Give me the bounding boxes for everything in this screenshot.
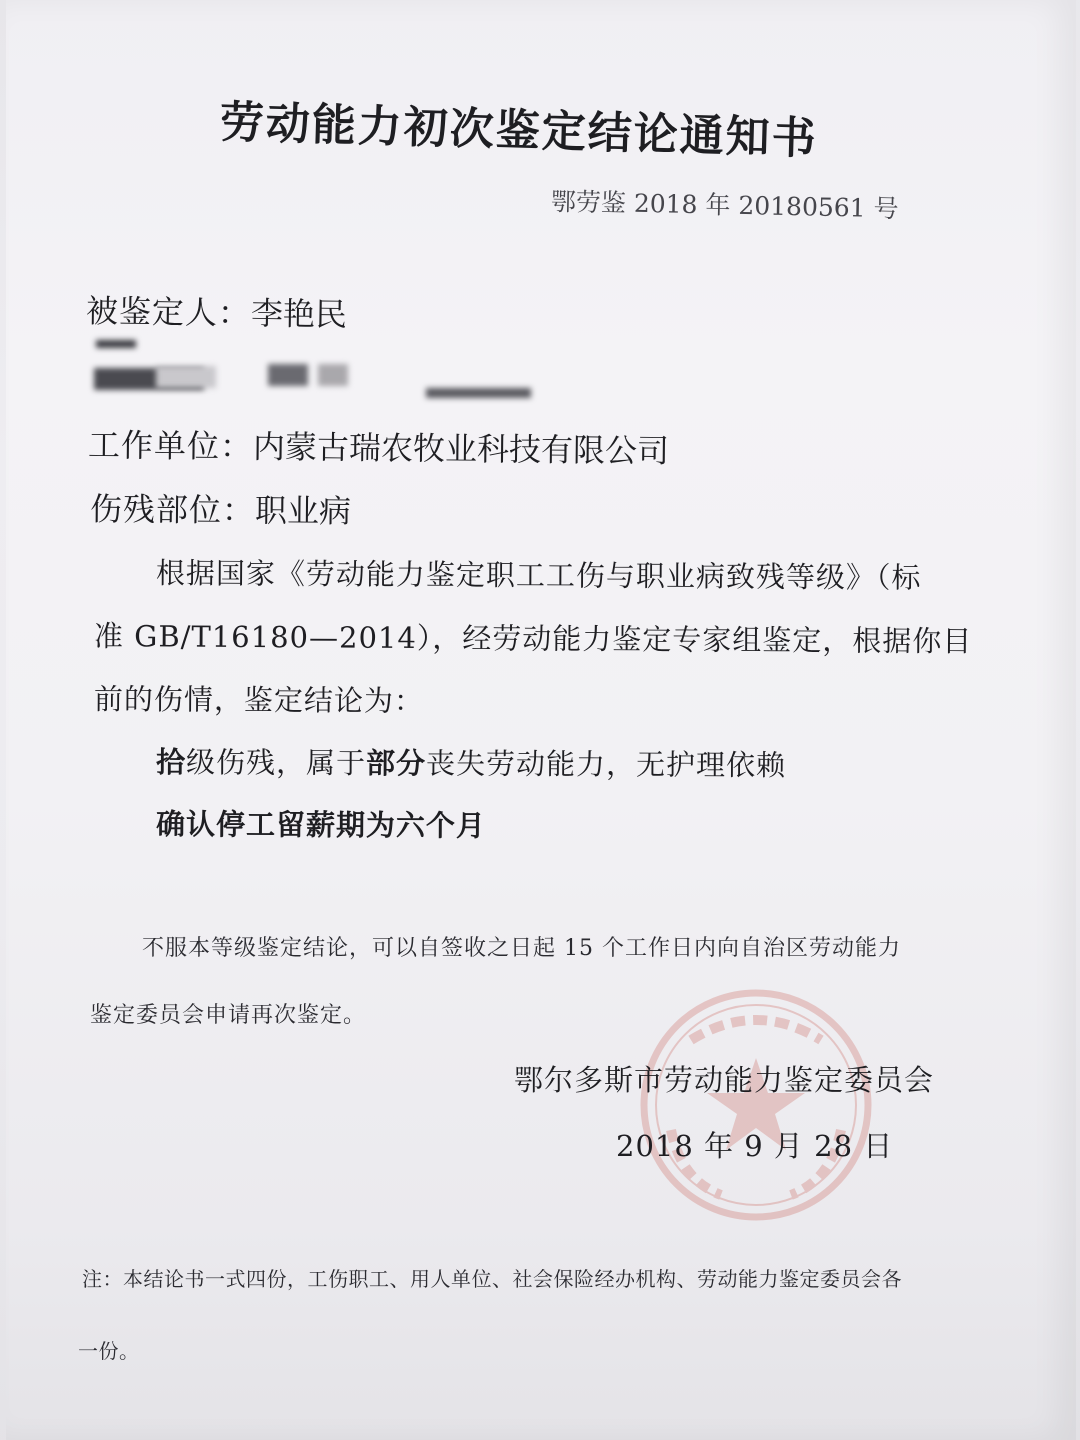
body-line-2: 准 GB/T16180—2014），经劳动能力鉴定专家组鉴定，根据你目 xyxy=(93,619,973,659)
person-label: 被鉴定人： xyxy=(85,292,252,333)
field-injury-part xyxy=(90,484,351,532)
official-seal xyxy=(631,980,881,1230)
leave-period-line: 确认停工留薪期为六个月 xyxy=(155,807,487,843)
conclusion-line xyxy=(156,740,786,784)
document-number: 鄂劳鉴 2018 年 20180561 号 xyxy=(550,187,899,224)
injury-part-value: 职业病 xyxy=(254,491,352,531)
note-line-2: 一份。 xyxy=(78,1339,140,1363)
injury-part-label: 伤残部位： xyxy=(89,490,256,530)
body-line-1: 根据国家《劳动能力鉴定职工工伤与职业病致残等级》（标 xyxy=(155,556,922,595)
issue-date: 2018 年 9 月 28 日 xyxy=(616,1129,894,1163)
grade-suffix: 级伤残，属于 xyxy=(185,745,367,781)
partial-label: 部分 xyxy=(365,746,427,781)
person-name: 李艳民 xyxy=(250,294,348,334)
conclusion-rest: 丧失劳动能力，无护理依赖 xyxy=(425,746,787,783)
body-line-3: 前的伤情，鉴定结论为： xyxy=(93,682,425,719)
appeal-line-2: 鉴定委员会申请再次鉴定。 xyxy=(90,1003,367,1028)
work-unit-label: 工作单位： xyxy=(87,426,254,466)
appeal-line-1: 不服本等级鉴定结论，可以自签收之日起 15 个工作日内向自治区劳动能力 xyxy=(142,936,901,961)
note-line-1: 注：本结论书一式四份，工伤职工、用人单位、社会保险经办机构、劳动能力鉴定委员会各 xyxy=(82,1267,902,1291)
field-work-unit xyxy=(88,420,669,472)
work-unit-value: 内蒙古瑞农牧业科技有限公司 xyxy=(252,427,670,471)
paper-sheet xyxy=(6,0,1076,1440)
issuer-name: 鄂尔多斯市劳动能力鉴定委员会 xyxy=(514,1063,935,1097)
document-title: 劳动能力初次鉴定结论通知书 xyxy=(219,97,819,165)
disability-grade: 拾 xyxy=(155,745,187,780)
field-person xyxy=(86,286,348,336)
